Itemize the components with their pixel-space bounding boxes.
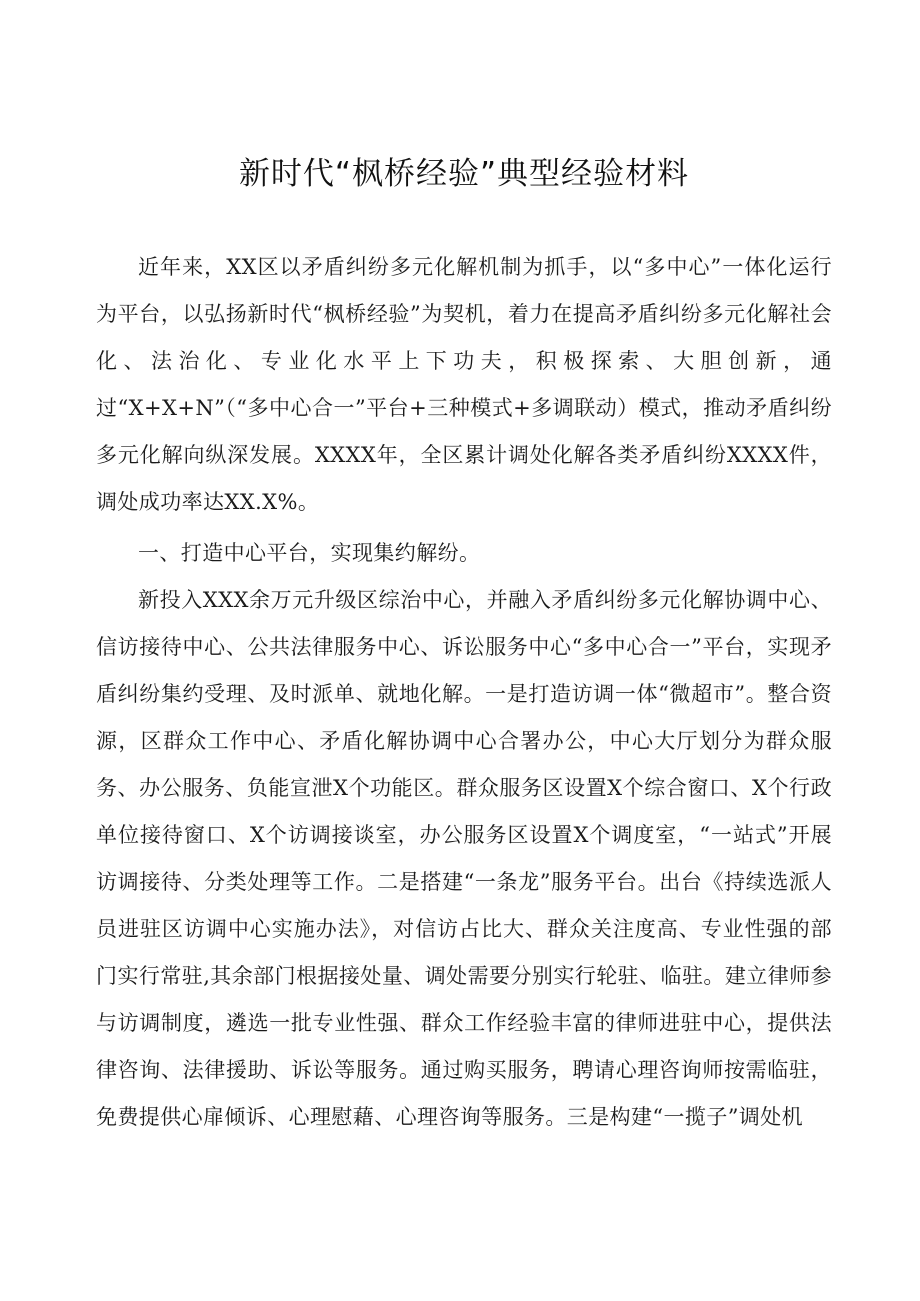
section-1-heading: 一、打造中心平台，实现集约解纷。 [138,541,481,565]
section-1-body: 新投入XXX余万元升级区综治中心，并融入矛盾纠纷多元化解协调中心、信访接待中心、公共法律服务中心、诉讼服务中心“多中心合一”平台，实现矛盾纠纷集约受理、及时派单、就地化解。一是打造访调一体“微超市”。整合资源，区群众工作中心、矛盾化解协调中心合署办公，中心大厅划分为群众服务、办公服务、负能宣泄X个功能区。群众服务区设置X个综合窗口、X个行政单位接待窗口、X个访调接谈室，办公服务区设置X个调度室，“一站式”开展访调接待、分类处理等工作。二是搭建“一条龙”服务平台。出台《持续选派人员进驻区访调中心实施办法》，对信访占比大、群众关注度高、专业性强的部门实行常驻,其余部门根据接处量、调处需要分别实行轮驻、临驻。建立律师参与访调制度，遴选一批专业性强、群众工作经验丰富的律师进驻中心，提供法律咨询、法律援助、诉讼等服务。通过购买服务，聘请心理咨询师按需临驻，免费提供心扉倾诉、心理慰藉、心理咨询等服务。三是构建“一揽子”调处机 [96,588,832,1129]
document-title: 新时代“枫桥经验”典型经验材料 [238,156,690,192]
intro-paragraph: 近年来，XX区以矛盾纠纷多元化解机制为抓手，以“多中心”一体化运行为平台，以弘扬新时代“枫桥经验”为契机，着力在提高矛盾纠纷多元化解社会化、法治化、专业化水平上下功夫，积极探索、大胆创新，通过“X+X+N”（“多中心合一”平台+三种模式+多调联动）模式，推动矛盾纠纷多元化解向纵深发展。XXXX年，全区累计调处化解各类矛盾纠纷XXXX件，调处成功率达XX.X%。 [96,255,832,514]
